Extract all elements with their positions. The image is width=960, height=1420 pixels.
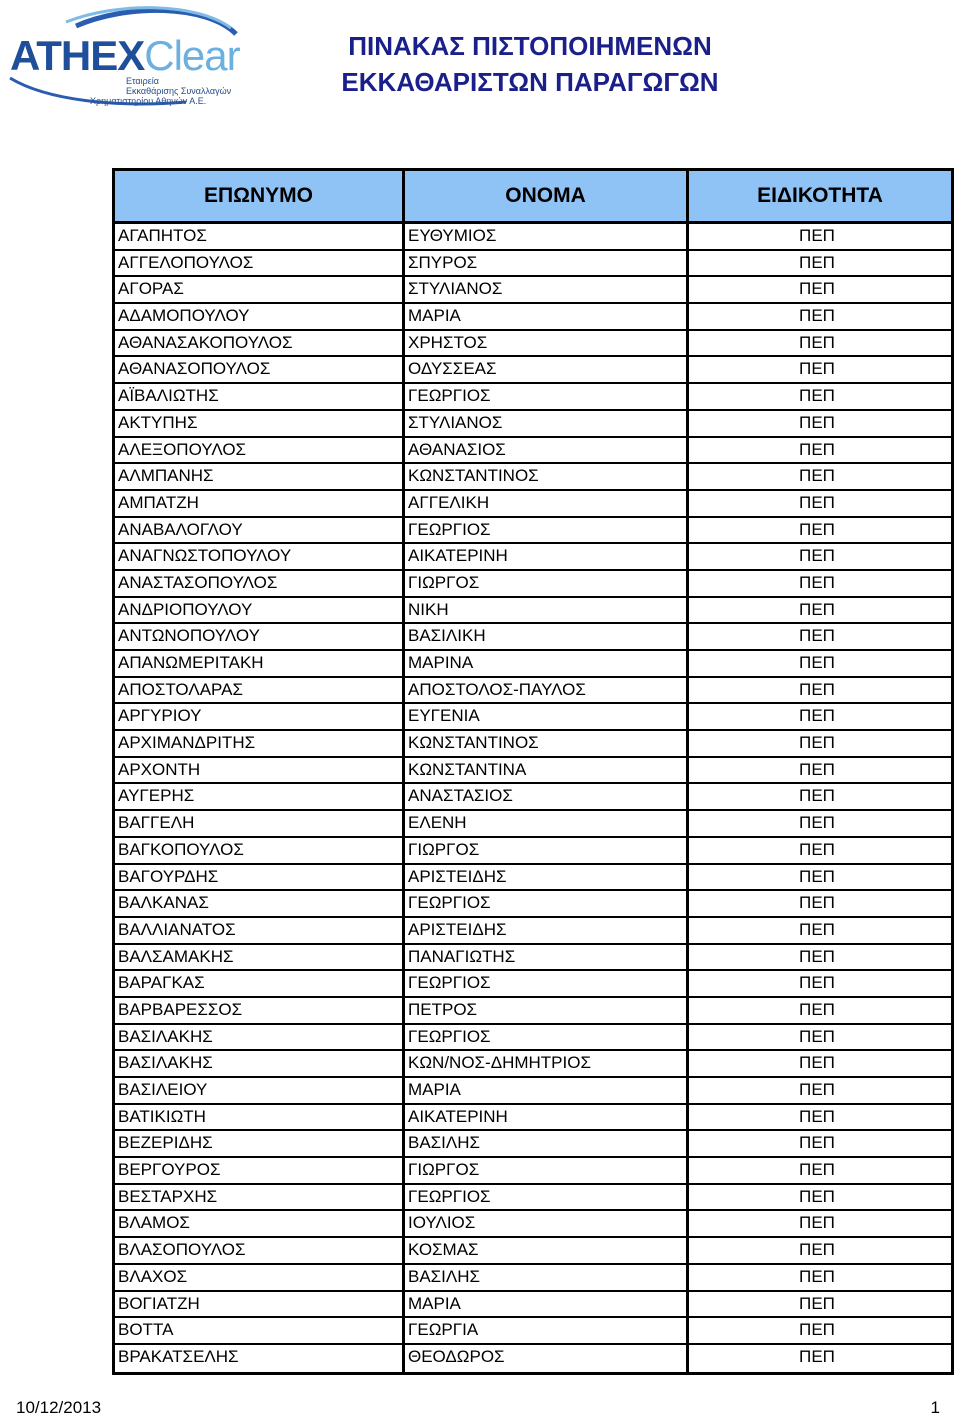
logo-clear-text: Clear (144, 32, 240, 79)
table-row (115, 784, 951, 811)
cell-surname: ΑΚΤΥΠΗΣ (115, 411, 405, 436)
cell-name: ΜΑΡΙΑ (405, 1078, 689, 1103)
cell-name: ΓΙΩΡΓΟΣ (405, 838, 689, 863)
cell-specialty: ΠΕΠ (799, 546, 835, 566)
table-row (115, 518, 951, 545)
cell-surname: ΑΛΜΠΑΝΗΣ (115, 464, 405, 489)
table-row (115, 1292, 951, 1319)
cell-specialty: ΠΕΠ (799, 759, 835, 779)
cell-specialty: ΠΕΠ (799, 332, 835, 352)
cell-name: ΑΓΓΕΛΙΚΗ (405, 491, 689, 516)
cell-name: ΧΡΗΣΤΟΣ (405, 331, 689, 356)
table-header (115, 171, 951, 224)
table-row (115, 865, 951, 892)
table-row (115, 464, 951, 491)
table-row (115, 277, 951, 304)
cell-name: ΑΝΑΣΤΑΣΙΟΣ (405, 784, 689, 809)
cell-surname: ΑΝΔΡΙΟΠΟΥΛΟΥ (115, 598, 405, 623)
cell-name: ΚΩΝ/ΝΟΣ-ΔΗΜΗΤΡΙΟΣ (405, 1051, 689, 1076)
cell-specialty: ΠΕΠ (799, 733, 835, 753)
cell-surname: ΑΔΑΜΟΠΟΥΛΟΥ (115, 304, 405, 329)
cell-specialty: ΠΕΠ (799, 1320, 835, 1340)
cell-surname: ΒΑΛΚΑΝΑΣ (115, 891, 405, 916)
cell-surname: ΒΡΑΚΑΤΣΕΛΗΣ (115, 1345, 405, 1372)
cell-surname: ΒΛΑΣΟΠΟΥΛΟΣ (115, 1238, 405, 1263)
table-row (115, 411, 951, 438)
cell-specialty: ΠΕΠ (799, 893, 835, 913)
cell-surname: ΑΝΑΓΝΩΣΤΟΠΟΥΛΟΥ (115, 544, 405, 569)
logo-subtitle-line2: Εκκαθάρισης Συναλλαγών (126, 86, 232, 96)
cell-name: ΕΥΘΥΜΙΟΣ (405, 224, 689, 249)
table-row (115, 624, 951, 651)
table-row (115, 651, 951, 678)
cell-specialty: ΠΕΠ (799, 1293, 835, 1313)
cell-specialty: ΠΕΠ (799, 1266, 835, 1286)
cell-specialty: ΠΕΠ (799, 1213, 835, 1233)
cell-surname: ΒΑΓΟΥΡΔΗΣ (115, 865, 405, 890)
cell-specialty: ΠΕΠ (799, 1240, 835, 1260)
cell-surname: ΒΕΣΤΑΡΧΗΣ (115, 1185, 405, 1210)
cell-surname: ΑΡΓΥΡΙΟΥ (115, 704, 405, 729)
table-row (115, 998, 951, 1025)
cell-name: ΑΡΙΣΤΕΙΔΗΣ (405, 865, 689, 890)
cell-specialty: ΠΕΠ (799, 946, 835, 966)
cell-surname: ΑΥΓΕΡΗΣ (115, 784, 405, 809)
cell-surname: ΑΜΠΑΤΖΗ (115, 491, 405, 516)
logo-subtitle-line1: Εταιρεία (126, 76, 159, 86)
table-row (115, 1318, 951, 1345)
table-row (115, 251, 951, 278)
cell-surname: ΒΑΓΚΟΠΟΥΛΟΣ (115, 838, 405, 863)
cell-specialty: ΠΕΠ (799, 1133, 835, 1153)
cell-name: ΣΤΥΛΙΑΝΟΣ (405, 411, 689, 436)
cell-specialty: ΠΕΠ (799, 706, 835, 726)
table-row (115, 1238, 951, 1265)
cell-surname: ΑΓΓΕΛΟΠΟΥΛΟΣ (115, 251, 405, 276)
cell-name: ΓΕΩΡΓΙΟΣ (405, 1025, 689, 1050)
table-row (115, 1185, 951, 1212)
cell-specialty: ΠΕΠ (799, 412, 835, 432)
cell-surname: ΒΑΤΙΚΙΩΤΗ (115, 1105, 405, 1130)
cell-specialty: ΠΕΠ (799, 226, 835, 245)
footer-page-number: 1 (930, 1398, 940, 1417)
cell-surname: ΑΛΕΞΟΠΟΥΛΟΣ (115, 438, 405, 463)
cell-name: ΣΤΥΛΙΑΝΟΣ (405, 277, 689, 302)
cell-specialty: ΠΕΠ (799, 306, 835, 326)
cell-name: ΕΥΓΕΝΙΑ (405, 704, 689, 729)
cell-name: ΓΙΩΡΓΟΣ (405, 571, 689, 596)
table-row (115, 891, 951, 918)
cell-specialty: ΠΕΠ (799, 1160, 835, 1180)
table-row (115, 1158, 951, 1185)
table-body (115, 224, 951, 1372)
cell-surname: ΑΝΑΣΤΑΣΟΠΟΥΛΟΣ (115, 571, 405, 596)
cell-specialty: ΠΕΠ (799, 626, 835, 646)
table-row (115, 1265, 951, 1292)
cell-surname: ΑΡΧΙΜΑΝΔΡΙΤΗΣ (115, 731, 405, 756)
cell-name: ΒΑΣΙΛΙΚΗ (405, 624, 689, 649)
clearers-table (112, 168, 954, 1375)
footer-date: 10/12/2013 (16, 1398, 102, 1417)
cell-surname: ΒΑΛΣΑΜΑΚΗΣ (115, 945, 405, 970)
table-row (115, 1025, 951, 1052)
cell-specialty: ΠΕΠ (799, 252, 835, 272)
table-row (115, 945, 951, 972)
table-row (115, 438, 951, 465)
table-row (115, 704, 951, 731)
logo-athex-text: ATHEX (10, 32, 145, 79)
table-row (115, 918, 951, 945)
cell-specialty: ΠΕΠ (799, 919, 835, 939)
table-row (115, 571, 951, 598)
cell-surname: ΒΑΣΙΛΕΙΟΥ (115, 1078, 405, 1103)
cell-name: ΒΑΣΙΛΗΣ (405, 1265, 689, 1290)
cell-name: ΠΑΝΑΓΙΩΤΗΣ (405, 945, 689, 970)
column-header-name: ΟΝΟΜΑ (405, 171, 689, 221)
cell-name: ΓΙΩΡΓΟΣ (405, 1158, 689, 1183)
cell-specialty: ΠΕΠ (799, 1026, 835, 1046)
table-row (115, 304, 951, 331)
cell-name: ΑΠΟΣΤΟΛΟΣ-ΠΑΥΛΟΣ (405, 678, 689, 703)
cell-specialty: ΠΕΠ (799, 1053, 835, 1073)
cell-surname: ΒΕΖΕΡΙΔΗΣ (115, 1131, 405, 1156)
table-row (115, 224, 951, 251)
cell-surname: ΒΑΣΙΛΑΚΗΣ (115, 1025, 405, 1050)
logo-subtitle-line3: Χρηματιστηρίου Αθηνών Α.Ε. (90, 96, 207, 106)
cell-surname: ΑΠΟΣΤΟΛΑΡΑΣ (115, 678, 405, 703)
table-row (115, 544, 951, 571)
cell-specialty: ΠΕΠ (799, 386, 835, 406)
cell-surname: ΑΡΧΟΝΤΗ (115, 758, 405, 783)
cell-surname: ΑΓΟΡΑΣ (115, 277, 405, 302)
column-header-surname: ΕΠΩΝΥΜΟ (115, 171, 405, 221)
table-row (115, 1345, 951, 1372)
cell-name: ΜΑΡΙΝΑ (405, 651, 689, 676)
table-row (115, 491, 951, 518)
cell-specialty: ΠΕΠ (799, 519, 835, 539)
cell-name: ΑΘΑΝΑΣΙΟΣ (405, 438, 689, 463)
cell-specialty: ΠΕΠ (799, 1106, 835, 1126)
cell-specialty: ΠΕΠ (799, 492, 835, 512)
cell-name: ΑΙΚΑΤΕΡΙΝΗ (405, 544, 689, 569)
cell-surname: ΒΟΓΙΑΤΖΗ (115, 1292, 405, 1317)
cell-name: ΒΑΣΙΛΗΣ (405, 1131, 689, 1156)
cell-surname: ΑΠΑΝΩΜΕΡΙΤΑΚΗ (115, 651, 405, 676)
logo-wordmark (10, 32, 240, 80)
cell-surname: ΑΪΒΑΛΙΩΤΗΣ (115, 384, 405, 409)
cell-name: ΜΑΡΙΑ (405, 1292, 689, 1317)
cell-specialty: ΠΕΠ (799, 466, 835, 486)
table-row (115, 1105, 951, 1132)
cell-name: ΘΕΟΔΩΡΟΣ (405, 1345, 689, 1372)
cell-name: ΓΕΩΡΓΙΟΣ (405, 518, 689, 543)
cell-name: ΠΕΤΡΟΣ (405, 998, 689, 1023)
table-row (115, 1051, 951, 1078)
cell-surname: ΒΑΡΑΓΚΑΣ (115, 971, 405, 996)
cell-specialty: ΠΕΠ (799, 439, 835, 459)
table-row (115, 357, 951, 384)
cell-name: ΚΩΝΣΤΑΝΤΙΝΟΣ (405, 731, 689, 756)
cell-specialty: ΠΕΠ (799, 866, 835, 886)
cell-specialty: ΠΕΠ (799, 1080, 835, 1099)
page-title-line1: ΠΙΝΑΚΑΣ ΠΙΣΤΟΠΟΙΗΜΕΝΩΝ (348, 31, 712, 61)
cell-name: ΚΩΝΣΤΑΝΤΙΝΑ (405, 758, 689, 783)
table-row (115, 971, 951, 998)
cell-surname: ΑΝΤΩΝΟΠΟΥΛΟΥ (115, 624, 405, 649)
cell-name: ΓΕΩΡΓΙΟΣ (405, 384, 689, 409)
cell-specialty: ΠΕΠ (799, 973, 835, 993)
cell-name: ΣΠΥΡΟΣ (405, 251, 689, 276)
cell-name: ΓΕΩΡΓΙΑ (405, 1318, 689, 1343)
cell-name: ΝΙΚΗ (405, 598, 689, 623)
table-row (115, 1078, 951, 1105)
cell-surname: ΑΓΑΠΗΤΟΣ (115, 224, 405, 249)
cell-surname: ΒΛΑΧΟΣ (115, 1265, 405, 1290)
cell-specialty: ΠΕΠ (799, 999, 835, 1019)
cell-name: ΚΟΣΜΑΣ (405, 1238, 689, 1263)
cell-specialty: ΠΕΠ (799, 679, 835, 699)
cell-surname: ΒΑΡΒΑΡΕΣΣΟΣ (115, 998, 405, 1023)
table-row (115, 384, 951, 411)
cell-specialty: ΠΕΠ (799, 839, 835, 859)
table-row (115, 838, 951, 865)
table-row (115, 331, 951, 358)
cell-specialty: ΠΕΠ (799, 599, 835, 619)
cell-specialty: ΠΕΠ (799, 653, 835, 672)
athex-clear-logo (6, 4, 246, 110)
table-row (115, 811, 951, 838)
cell-specialty: ΠΕΠ (799, 572, 835, 592)
cell-specialty: ΠΕΠ (799, 1346, 835, 1366)
cell-surname: ΒΟΤΤΑ (115, 1318, 405, 1343)
cell-surname: ΒΑΣΙΛΑΚΗΣ (115, 1051, 405, 1076)
cell-name: ΑΙΚΑΤΕΡΙΝΗ (405, 1105, 689, 1130)
cell-name: ΟΔΥΣΣΕΑΣ (405, 357, 689, 382)
cell-name: ΓΕΩΡΓΙΟΣ (405, 1185, 689, 1210)
cell-name: ΜΑΡΙΑ (405, 304, 689, 329)
table-row (115, 598, 951, 625)
cell-surname: ΒΕΡΓΟΥΡΟΣ (115, 1158, 405, 1183)
cell-surname: ΑΝΑΒΑΛΟΓΛΟΥ (115, 518, 405, 543)
cell-surname: ΒΑΛΛΙΑΝΑΤΟΣ (115, 918, 405, 943)
table-row (115, 731, 951, 758)
cell-specialty: ΠΕΠ (799, 813, 835, 833)
table-row (115, 758, 951, 785)
table-row (115, 1211, 951, 1238)
cell-name: ΚΩΝΣΤΑΝΤΙΝΟΣ (405, 464, 689, 489)
cell-specialty: ΠΕΠ (799, 279, 835, 299)
cell-surname: ΑΘΑΝΑΣΟΠΟΥΛΟΣ (115, 357, 405, 382)
cell-name: ΙΟΥΛΙΟΣ (405, 1211, 689, 1236)
table-row (115, 1131, 951, 1158)
cell-specialty: ΠΕΠ (799, 359, 835, 379)
page-title-line2: ΕΚΚΑΘΑΡΙΣΤΩΝ ΠΑΡΑΓΩΓΩΝ (341, 67, 719, 97)
cell-surname: ΒΑΓΓΕΛΗ (115, 811, 405, 836)
cell-specialty: ΠΕΠ (799, 1186, 835, 1206)
cell-surname: ΑΘΑΝΑΣΑΚΟΠΟΥΛΟΣ (115, 331, 405, 356)
cell-specialty: ΠΕΠ (799, 786, 835, 806)
cell-surname: ΒΛΑΜΟΣ (115, 1211, 405, 1236)
cell-name: ΓΕΩΡΓΙΟΣ (405, 891, 689, 916)
cell-name: ΓΕΩΡΓΙΟΣ (405, 971, 689, 996)
cell-name: ΕΛΕΝΗ (405, 811, 689, 836)
column-header-specialty: ΕΙΔΙΚΟΤΗΤΑ (757, 184, 883, 207)
table-row (115, 678, 951, 705)
cell-name: ΑΡΙΣΤΕΙΔΗΣ (405, 918, 689, 943)
